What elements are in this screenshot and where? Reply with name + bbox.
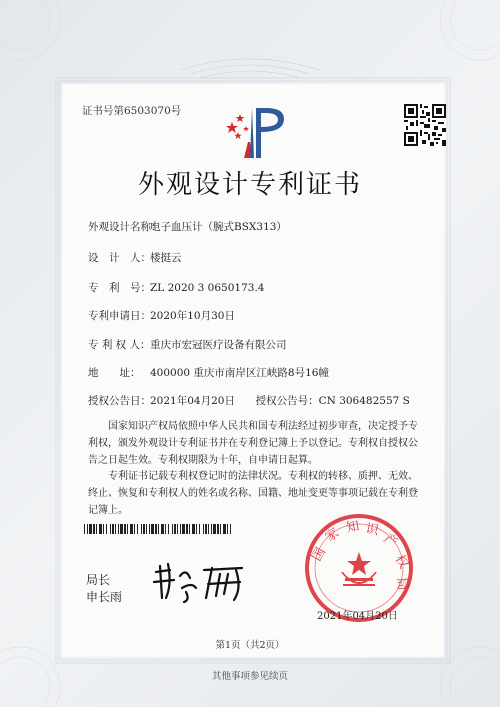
field-patent-number	[88, 280, 264, 295]
director-signature-icon	[150, 558, 250, 604]
page-number: 第1页（共2页）	[215, 640, 285, 651]
certificate-title: 外观设计专利证书	[137, 170, 362, 200]
cnipa-logo-icon	[222, 102, 292, 160]
field-design-name	[88, 219, 287, 234]
footer-note: 其他事项参见续页	[211, 671, 288, 682]
director-title: 局长	[86, 573, 111, 587]
seal-date: 2021年04月20日	[317, 611, 398, 622]
field-label: 地 址：	[88, 367, 141, 379]
field-patentee	[88, 337, 287, 352]
field-designer	[88, 250, 182, 265]
field-address	[88, 365, 329, 380]
field-grant-date	[88, 393, 410, 408]
barcode-icon	[84, 524, 234, 534]
director-name: 申长雨	[86, 590, 123, 604]
field-label: 授权公告号：	[255, 395, 319, 407]
field-value: 2020年10月30日	[150, 310, 235, 322]
svg-text:国: 国	[309, 545, 329, 564]
field-label: 外观设计名称：	[88, 221, 162, 233]
field-value: CN 306482557 S	[318, 395, 410, 407]
svg-text:家: 家	[322, 525, 342, 546]
field-value: 2021年04月20日	[150, 395, 235, 407]
field-label: 专 利 号：	[88, 282, 151, 294]
field-label: 授权公告日：	[88, 395, 151, 407]
field-value: 电子血压计（腕式BSX313）	[150, 221, 287, 233]
legal-status-paragraph: 专利证书记载专利权登记时的法律状况。专利权的转移、质押、无效、终止、恢复和专利权人的姓名或名称、国籍、地址变更等事项记载在专利登记簿上。	[88, 471, 418, 516]
qr-code-icon	[404, 104, 446, 146]
field-filing-date	[88, 308, 235, 323]
certificate-number: 证书号第6503070号	[82, 105, 182, 117]
svg-text:局: 局	[393, 576, 411, 592]
grant-statement-paragraph: 国家知识产权局依照中华人民共和国专利法经过初步审查，决定授予专利权，颁发外观设计专利证书并在专利登记簿上予以登记。专利权自授权公告之日起生效。专利权期限为十年，自申请日起算。	[88, 421, 418, 466]
field-label: 设 计 人：	[88, 252, 151, 264]
svg-text:权: 权	[391, 552, 412, 572]
svg-text:知: 知	[345, 518, 361, 536]
field-label: 专 利 权 人：	[88, 339, 151, 351]
field-value: 重庆市宏冠医疗设备有限公司	[150, 339, 287, 351]
field-value: 楼挺云	[150, 252, 182, 264]
field-value: 400000 重庆市南岸区江峡路8号16幢	[150, 367, 329, 379]
field-value: ZL 2020 3 0650173.4	[150, 282, 265, 294]
svg-text:识: 识	[364, 521, 381, 539]
field-label: 专利申请日：	[88, 310, 151, 322]
svg-text:产: 产	[380, 530, 400, 551]
